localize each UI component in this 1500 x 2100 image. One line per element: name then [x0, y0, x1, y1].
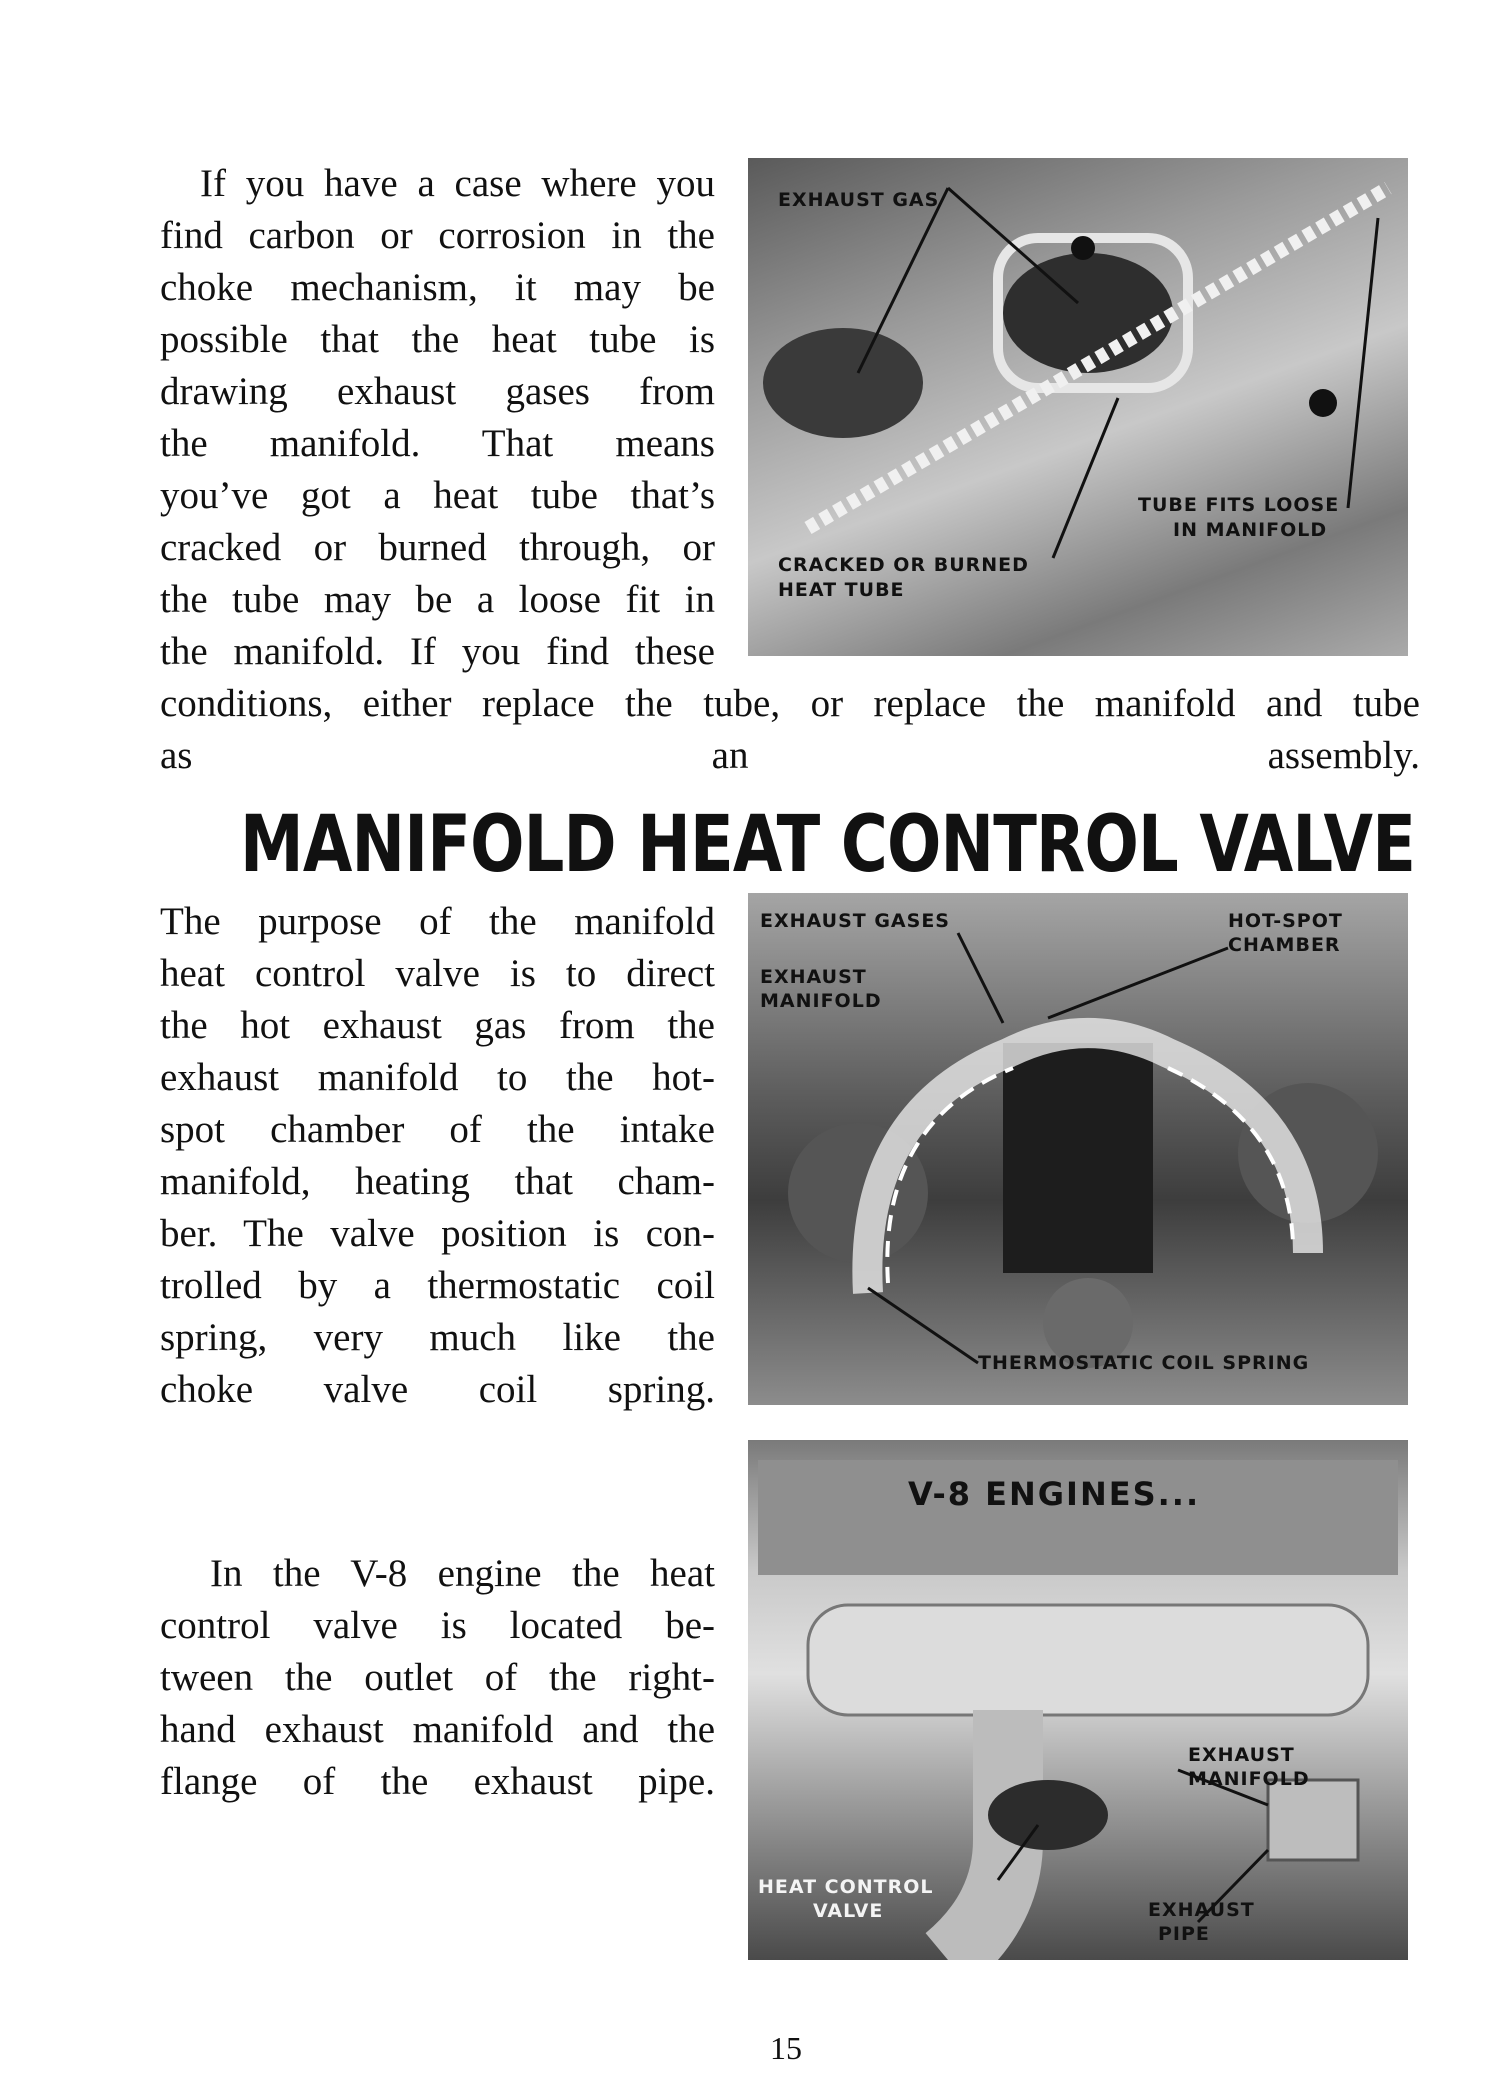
label-chamber: CHAMBER: [1228, 934, 1341, 956]
text-line: choke mechanism, it may be: [160, 266, 715, 309]
intro-paragraph: [160, 158, 715, 678]
text-line: spring, very much like the: [160, 1316, 715, 1359]
valve-paragraph: [160, 896, 715, 1416]
v8-engine-photo: [748, 1440, 1408, 1960]
label-exhaust: EXHAUST: [760, 966, 867, 988]
text-line: flange of the exhaust pipe.: [160, 1760, 715, 1803]
text-line: If you have a case where you: [200, 162, 715, 205]
label-v8-engines: V-8 ENGINES...: [908, 1475, 1201, 1513]
label-valve: VALVE: [813, 1900, 884, 1922]
text-line: the manifold. If you find these: [160, 630, 715, 673]
engine-block: [1003, 1043, 1153, 1273]
text-line: the manifold. That means: [160, 422, 715, 465]
heat-control-valve: [988, 1780, 1108, 1850]
text-line: drawing exhaust gases from: [160, 370, 715, 413]
label-heat-tube: HEAT TUBE: [778, 579, 905, 601]
pointer-line: [958, 933, 1003, 1023]
text-line: find carbon or corrosion in the: [160, 214, 715, 257]
label-exhaust-gas: EXHAUST GAS: [778, 189, 940, 211]
bolt-hole: [1309, 389, 1337, 417]
label-thermostatic-coil-spring: THERMOSTATIC COIL SPRING: [978, 1352, 1310, 1374]
pipe-flange: [1268, 1780, 1358, 1860]
text-line: hand exhaust manifold and the: [160, 1708, 715, 1751]
label-tube-fits-loose: TUBE FITS LOOSE: [1138, 494, 1340, 516]
pointer-line: [1053, 398, 1118, 558]
engine-cross-section-photo: [748, 893, 1408, 1405]
heat-tube-photo: [748, 158, 1408, 656]
intro-paragraph-continued: [160, 678, 1420, 782]
label-exhaust: EXHAUST: [1188, 1744, 1295, 1766]
manifold-port-left: [763, 328, 923, 438]
label-hot-spot: HOT-SPOT: [1228, 910, 1343, 932]
text-line: the hot exhaust gas from the: [160, 1004, 715, 1047]
pointer-line: [1048, 948, 1228, 1018]
pointer-line: [1348, 218, 1378, 508]
exhaust-manifold: [808, 1605, 1368, 1715]
section-heading: MANIFOLD HEAT CONTROL VALVE: [240, 800, 1416, 890]
text-line: control valve is located be-: [160, 1604, 715, 1647]
text-line: the tube may be a loose fit in: [160, 578, 715, 621]
pointer-line: [868, 1288, 978, 1363]
text-line: trolled by a thermostatic coil: [160, 1264, 715, 1307]
label-manifold: MANIFOLD: [1188, 1768, 1310, 1790]
bolt-hole: [1071, 236, 1095, 260]
text-line: manifold, heating that cham-: [160, 1160, 715, 1203]
label-manifold: MANIFOLD: [760, 990, 882, 1012]
label-exhaust: EXHAUST: [1148, 1899, 1255, 1921]
text-line: In the V-8 engine the heat: [210, 1552, 715, 1595]
pointer-line: [858, 188, 948, 373]
text-line: possible that the heat tube is: [160, 318, 715, 361]
text-line: cracked or burned through, or: [160, 526, 715, 569]
text-line: conditions, either replace the tube, or replace the manifold and tube: [160, 682, 1420, 725]
label-cracked-or-burned: CRACKED OR BURNED: [778, 554, 1029, 576]
text-line: The purpose of the manifold: [160, 900, 715, 943]
text-line: you’ve got a heat tube that’s: [160, 474, 715, 517]
text-line: exhaust manifold to the hot-: [160, 1056, 715, 1099]
text-line: spot chamber of the intake: [160, 1108, 715, 1151]
text-line: heat control valve is to direct: [160, 952, 715, 995]
label-exhaust-gases: EXHAUST GASES: [760, 910, 950, 932]
v8-paragraph: [160, 1548, 715, 1808]
text-line: as an assembly.: [160, 734, 1420, 777]
text-line: tween the outlet of the right-: [160, 1656, 715, 1699]
label-in-manifold: IN MANIFOLD: [1173, 519, 1328, 541]
text-line: ber. The valve position is con-: [160, 1212, 715, 1255]
text-line: choke valve coil spring.: [160, 1368, 715, 1411]
manifold-port-center: [1003, 253, 1173, 373]
page-number: 15: [770, 2030, 802, 2066]
label-heat-control: HEAT CONTROL: [758, 1876, 934, 1898]
label-pipe: PIPE: [1158, 1923, 1210, 1945]
